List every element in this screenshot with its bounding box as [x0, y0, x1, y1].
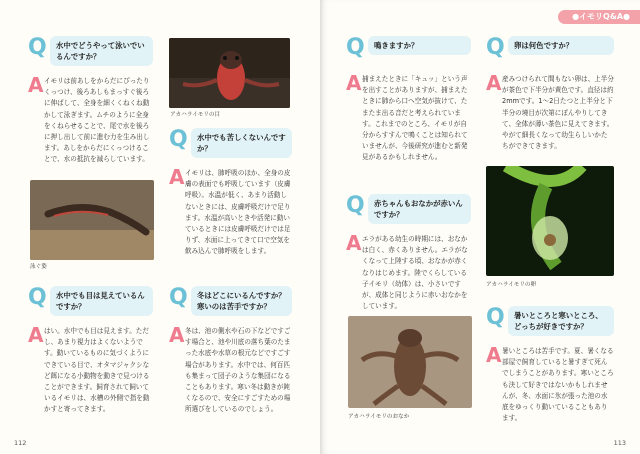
question-text: 水中でも苦しくないんですか？ [191, 128, 292, 158]
a-badge: A [346, 71, 362, 95]
question-text: 水中でも目は見えているんですか？ [50, 286, 153, 316]
right-page [320, 0, 640, 454]
a-badge: A [28, 73, 44, 97]
qa-sound [346, 36, 471, 186]
question-text: 冬はどこにいるんですか？寒いのは苦手ですか？ [191, 286, 292, 316]
a-badge: A [169, 165, 185, 189]
q-badge: Q [346, 35, 365, 60]
answer-text: 冬は、池の側水や石の下などですごす場合と、池や川底の落ち葉のたまった水底や水草の根元などですごす場合があります。水中では、何百匹も集まって団子のような集団になることもあります。寒い冬は動きが鈍くなるので、安全にすごすための場所選びをしているのでしょう。 [185, 327, 291, 414]
question-text: 鳴きますか？ [368, 36, 471, 55]
qa-temperature [486, 306, 614, 426]
answer-text: 暑いところは苦手です。夏、暑くなる部屋で飼育していると暑すぎて死んでしまうことがあります。寒いところも決して好きではないかもしれませんが、冬、水面に氷が張った池の水底をゆっくり動いていることもあります。 [502, 347, 614, 423]
answer-text: 産みつけられて間もない卵は、上半分が茶色で下半分が黄色です。直径は約2mmです。1〜2日たつと上半分と下半分の境目が次第にぼんやりしてきて、全体が薄い茶色に見えてきます。やがて細長くなって幼生らしいかたちができてきます。 [502, 75, 614, 151]
question-text: 赤ちゃんもおなかが赤いんですか？ [368, 194, 471, 224]
a-badge: A [346, 231, 362, 255]
photo-caption: アカハライモリの目 [170, 112, 221, 118]
qa-egg-color [486, 36, 614, 166]
photo-caption: 泳ぐ姿 [30, 264, 47, 270]
egg-illustration [486, 166, 614, 276]
q-badge: Q [28, 285, 47, 310]
question-text: 水中でどうやって泳いでいるんですか？ [50, 36, 153, 66]
q-badge: Q [169, 127, 188, 152]
answer-text: イモリは前あしをからだにぴったりくっつけ、後ろあしもまっすぐ後ろに伸ばして、全身を細くくねくね動かして泳ぎます。ムチのように全身をくねらせることで、尾で水を後ろに押し出して前に進む力を生み出します。あしをからだにくっつけることで、水の抵抗を減らしています。 [44, 77, 150, 164]
newt-face-photo [169, 38, 290, 108]
a-badge: A [28, 323, 44, 347]
q-badge: Q [486, 35, 505, 60]
q-badge: Q [486, 305, 505, 330]
photo-caption: アカハライモリの卵 [486, 282, 537, 288]
newt-egg-photo [486, 166, 614, 276]
section-header: ●イモリQ&A● [558, 10, 640, 24]
a-badge: A [486, 71, 502, 95]
question-text: 卵は何色ですか？ [508, 36, 614, 55]
qa-eyesight [28, 286, 153, 426]
qa-swim [28, 36, 153, 196]
photo-caption: アカハライモリのおなか [348, 414, 410, 420]
answer-text: 捕まえたときに「キュッ」という声を出すことがありますが、捕まえたときに肺から口へ空気が抜けて、たまたま出る音だと考えられています。これまでのところ、イモリが自分からすすんで鳴くことは知られていませんが、今後研究が進むと新発見があるかもしれません。 [362, 75, 468, 162]
belly-illustration [348, 316, 472, 408]
newt-swimming-photo [30, 180, 154, 260]
qa-breathing [169, 128, 292, 268]
answer-text: はい。水中でも目は見えます。ただし、あまり視力はよくないようです。動いているものに気づくようにできている目で、オタマジャクシなど餌になる小動物を動きで見つけることができます。飼育されて飼いているイモリは、水槽の外側で指を動かすと寄ってきます。 [44, 327, 150, 414]
newt-belly-photo [348, 316, 472, 408]
qa-baby-belly [346, 194, 471, 314]
a-badge: A [169, 323, 185, 347]
page-number: 112 [14, 439, 27, 447]
q-badge: Q [28, 35, 47, 60]
newt-face-illustration [169, 38, 290, 108]
swimming-illustration [30, 180, 154, 260]
qa-winter [169, 286, 292, 426]
answer-text: イモリは、肺呼吸のほか、全身の皮膚の表面でも呼吸しています（皮膚呼吸）。水温が低く、あまり活動しないときには、皮膚呼吸だけで足ります。水温が高いときや活発に動いているときには皮膚呼吸だけでは足りず、水面に上ってきて口で空気を飲み込んで肺呼吸をします。 [185, 169, 291, 256]
answer-text: エラがある幼生の時期には、おなかは白く、赤くありません。エラがなくなって上陸する頃、おなかが赤くなりはじめます。陸でくらしている子イモリ（幼体）は、小さいですが、成体と同じように赤いおなかをしています。 [362, 235, 468, 311]
q-badge: Q [169, 285, 188, 310]
page-number: 113 [613, 439, 626, 447]
a-badge: A [486, 343, 502, 367]
q-badge: Q [346, 193, 365, 218]
question-text: 暑いところと寒いところ、どっちが好きですか？ [508, 306, 614, 336]
